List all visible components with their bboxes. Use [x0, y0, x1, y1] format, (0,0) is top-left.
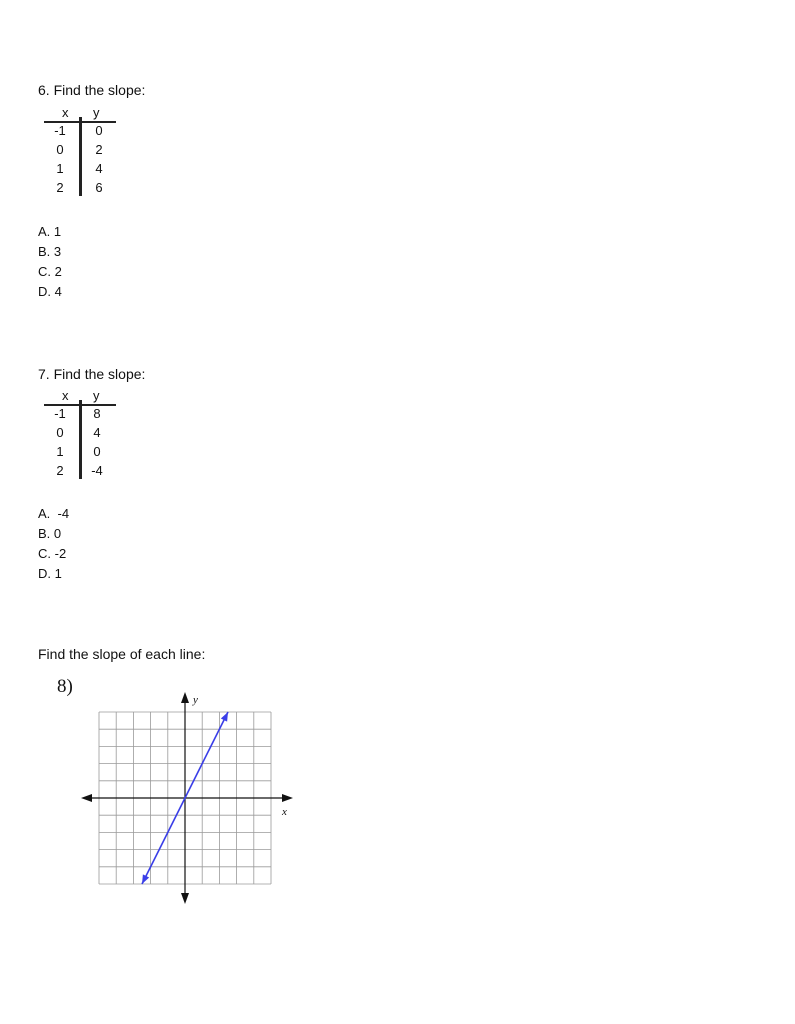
x-axis-right-arrow-icon: [282, 794, 293, 802]
q7-y-cell: 8: [93, 406, 101, 421]
y-axis-down-arrow-icon: [181, 893, 189, 904]
q6-choice-a[interactable]: A. 1: [38, 224, 62, 239]
q7-choice-c[interactable]: C. -2: [38, 546, 67, 561]
q6-y-header: y: [93, 105, 100, 120]
q7-xy-table: [44, 390, 120, 480]
q6-choice-d[interactable]: D. 4: [38, 284, 62, 299]
q7-y-cell: 4: [93, 425, 101, 440]
q6-title: 6. Find the slope:: [38, 82, 146, 98]
line-arrow-icon: [142, 874, 149, 884]
line-arrow-icon: [221, 712, 228, 722]
q6-y-cell: 2: [95, 142, 103, 157]
q6-y-cell: 6: [95, 180, 103, 195]
q6-choices: [38, 222, 62, 302]
q7-x-cell: -1: [54, 406, 66, 421]
q6-choice-b[interactable]: B. 3: [38, 244, 62, 259]
q7-x-cell: 0: [56, 425, 64, 440]
q6-y-cell: 0: [95, 123, 103, 138]
q8-number: 8): [57, 676, 73, 697]
q7-x-cell: 2: [56, 463, 64, 478]
q7-y-cell: -4: [91, 463, 103, 478]
q6-column-divider: [79, 117, 82, 196]
q6-x-cell: 0: [56, 142, 64, 157]
q6-y-cell: 4: [95, 161, 103, 176]
q7-choice-b[interactable]: B. 0: [38, 526, 62, 541]
x-axis-label: x: [282, 806, 287, 818]
y-axis-label: y: [193, 694, 198, 706]
q7-y-header: y: [93, 388, 100, 403]
q7-x-cell: 1: [56, 444, 64, 459]
q6-x-cell: -1: [54, 123, 66, 138]
q7-choices: [38, 504, 69, 584]
q6-x-cell: 1: [56, 161, 64, 176]
q6-choice-c[interactable]: C. 2: [38, 264, 62, 279]
q6-xy-table: [44, 107, 120, 197]
q7-choice-a[interactable]: A. -4: [38, 506, 70, 521]
q6-x-header: x: [62, 105, 69, 120]
q7-x-header: x: [62, 388, 69, 403]
q7-title: 7. Find the slope:: [38, 366, 146, 382]
x-axis-left-arrow-icon: [81, 794, 92, 802]
y-axis-up-arrow-icon: [181, 692, 189, 703]
section-title: Find the slope of each line:: [38, 646, 206, 662]
q7-y-cell: 0: [93, 444, 101, 459]
q7-choice-d[interactable]: D. 1: [38, 566, 62, 581]
q7-column-divider: [79, 400, 82, 479]
q8-coordinate-graph: [75, 688, 315, 913]
q6-x-cell: 2: [56, 180, 64, 195]
